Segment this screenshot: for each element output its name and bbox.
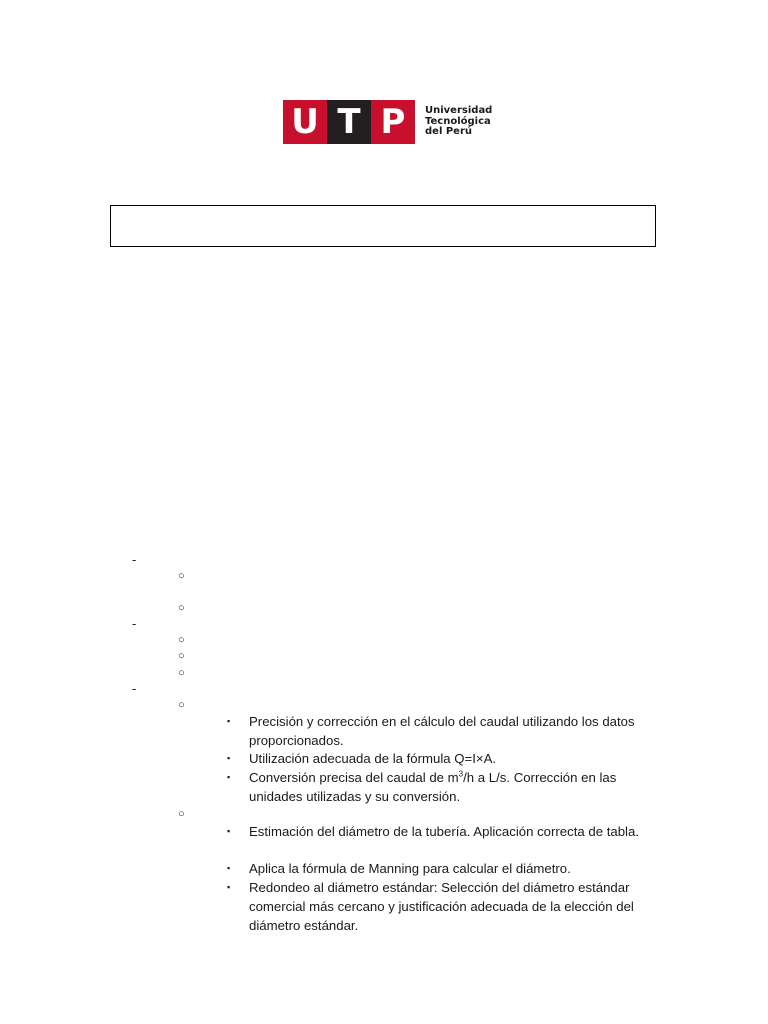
circle-bullet: ○ <box>178 650 185 662</box>
square-bullet: ▪ <box>227 826 231 836</box>
circle-bullet: ○ <box>178 667 185 679</box>
circle-bullet: ○ <box>178 808 185 820</box>
square-bullet: ▪ <box>227 863 231 873</box>
square-bullet: ▪ <box>227 882 231 892</box>
circle-bullet: ○ <box>178 634 185 646</box>
square-bullet: ▪ <box>227 716 231 726</box>
utp-logo <box>283 100 492 144</box>
list-item: Precisión y corrección en el cálculo del caudal utilizando los datos proporcionados. <box>249 714 635 748</box>
list-item: Redondeo al diámetro estándar: Selección del diámetro estándar comercial más cercano y justificación adecuada de la elección del diámetro estándar. <box>249 880 634 933</box>
circle-bullet: ○ <box>178 602 185 614</box>
circle-bullet: ○ <box>178 570 185 582</box>
dash-bullet: - <box>132 616 137 631</box>
square-bullet: ▪ <box>227 753 231 763</box>
logo-letter-u: U <box>283 100 327 144</box>
dash-bullet: - <box>132 681 137 696</box>
square-bullet: ▪ <box>227 772 231 782</box>
list-item: Conversión precisa del caudal de $m^3/h$ a L/s. Corrección en las unidades utilizadas y su conversión. <box>249 769 617 804</box>
list-item: Estimación del diámetro de la tubería. Aplicación correcta de tabla. <box>249 824 639 839</box>
logo-letter-t: T <box>327 100 371 144</box>
logo-letter-p: P <box>371 100 415 144</box>
logo-text-line: Universidad <box>425 105 493 117</box>
logo-text-line: del Perú <box>425 126 473 138</box>
list-item: Utilización adecuada de la fórmula Q=I×A. <box>249 751 497 766</box>
dash-bullet: - <box>132 552 137 567</box>
logo-wordmark <box>425 106 492 138</box>
logo-text-line: Tecnológica <box>425 115 491 127</box>
list-item: Aplica la fórmula de Manning para calcular el diámetro. <box>249 861 571 876</box>
circle-bullet: ○ <box>178 699 185 711</box>
title-box <box>110 205 656 247</box>
